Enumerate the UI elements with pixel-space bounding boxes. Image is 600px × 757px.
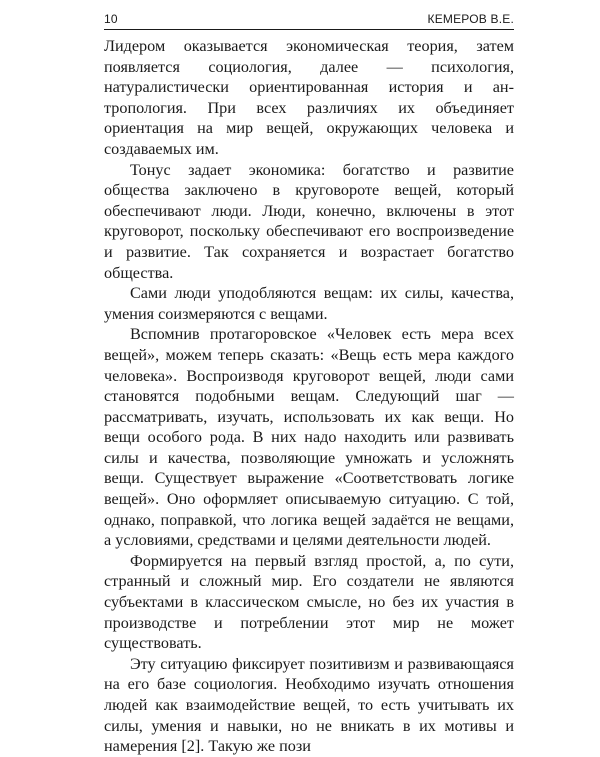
body-text	[104, 36, 514, 757]
book-page	[104, 12, 514, 757]
paragraph: Формируется на первый взгляд простой, а, по сути, странный и сложный мир. Его создатели не являются субъектами в классическом смысле, но без их участия в производстве и потреблении этот мир не может существовать.	[104, 551, 514, 653]
paragraph: Тонус задает экономика: богатство и развитие общества заключено в круговороте вещей, который обеспечивают люди. Люди, конечно, включены в этот круговорот, поскольку обеспечивают его воспроизведение и развитие. Так сохраняется и возрастает богатство общества.	[104, 160, 514, 282]
page-number: 10	[104, 12, 118, 26]
paragraph: Эту ситуацию фиксирует позитивизм и развивающаяся на его базе социология. Необходимо изучать отношения людей как взаимодействие вещей, то есть учитывать их силы, умения и навыки, но не вникать в их мотивы и намерения [2]. Такую же пози	[104, 654, 514, 756]
paragraph: Вспомнив протагоровское «Человек есть мера всех вещей», можем теперь сказать: «Вещь есть мера каждого человека». Воспроизводя круговорот вещей, люди сами становятся подобными вещам. Следующий шаг — рассматривать, изучать, использовать их как вещи. Но вещи особого рода. В них надо находить или развивать силы и качества, позволяющие умножать и усложнять вещи. Существует выражение «Соответствовать логике вещей». Оно оформляет описываемую ситуацию. С той, однако, поправкой, что логика вещей задаётся не вещами, а условиями, средствами и целями деятельности людей.	[104, 325, 514, 550]
paragraph: Сами люди уподобляются вещам: их силы, качества, умения соизмеряются с вещами.	[104, 284, 514, 323]
running-header	[104, 12, 514, 30]
paragraph: Лидером оказывается экономическая теория, затем появляется социология, далее — психология, натуралистически ориентированная история и антропология. При всех различиях их объединяет ориентация на мир вещей, окружающих человека и создаваемых им.	[104, 37, 514, 158]
author-name: КЕМЕРОВ В.Е.	[427, 12, 514, 26]
